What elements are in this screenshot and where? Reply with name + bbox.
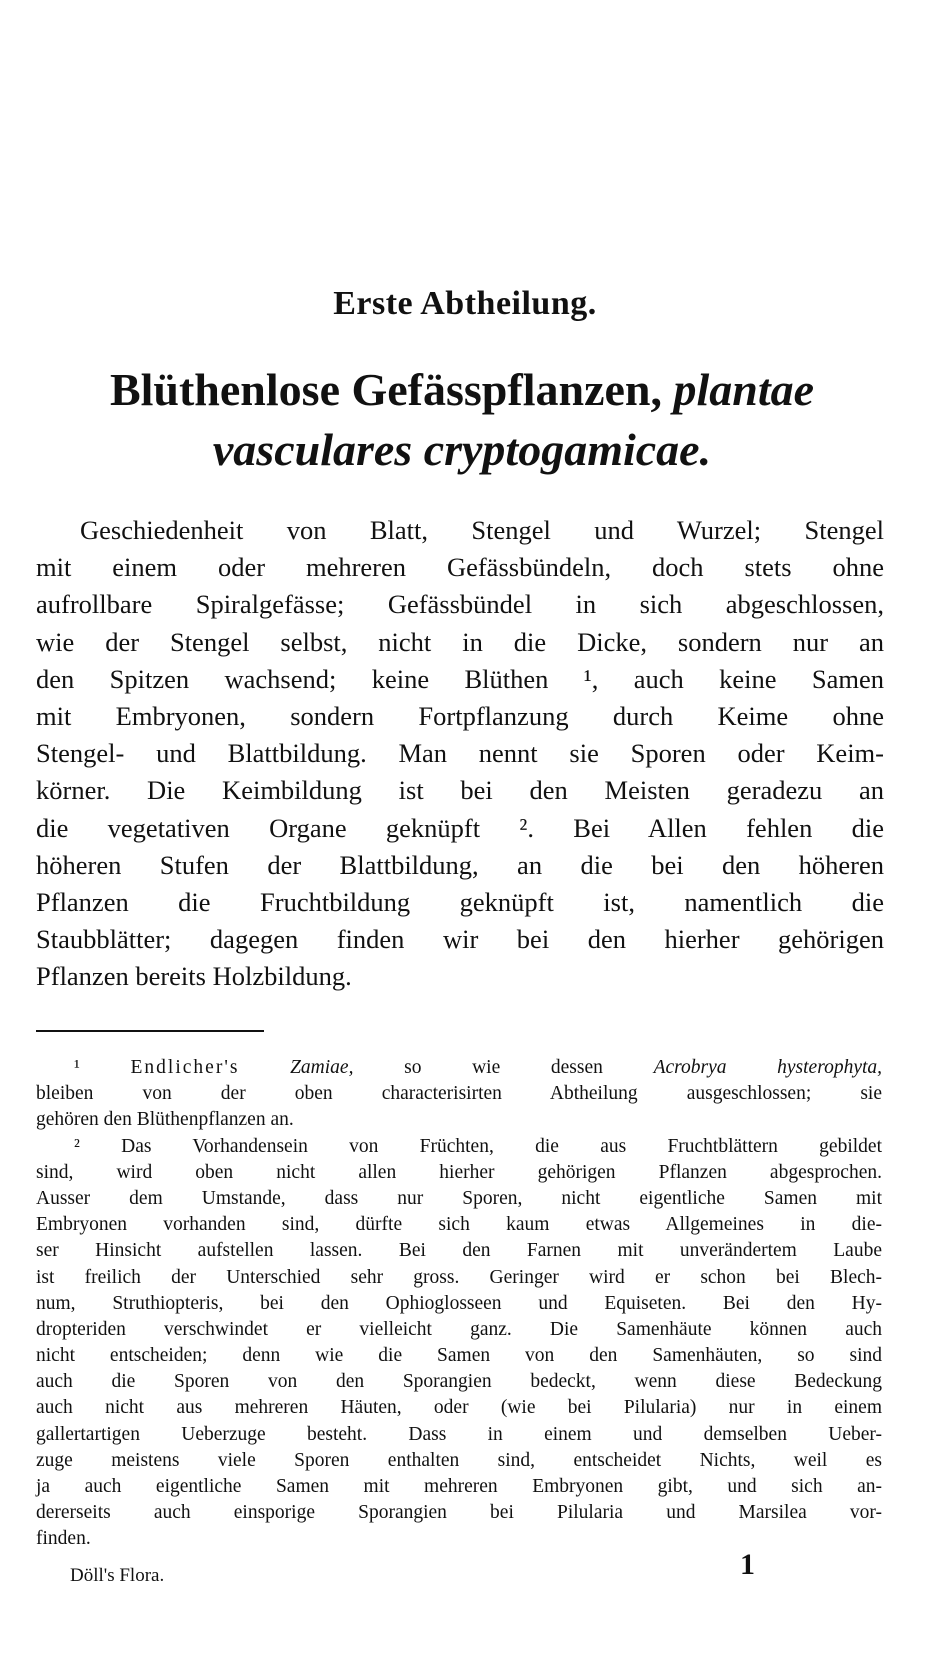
footnotes [36, 1055, 882, 1553]
footnote-1-marker: ¹ [74, 1057, 80, 1078]
paragraph-line: mit Embryonen, sondern Fortpflanzung durch Keime ohne [36, 700, 884, 731]
paragraph-line: körner. Die Keimbildung ist bei den Meisten geradezu an [36, 775, 884, 806]
footnote-1-term: Zamiae, [290, 1057, 354, 1078]
footnote-1-text: so wie dessen [404, 1057, 603, 1078]
paragraph-line: Stengel- und Blattbildung. Man nennt sie Sporen oder Keim- [36, 738, 884, 769]
paragraph-line: Pflanzen die Fruchtbildung geknüpft ist, namentlich die [36, 886, 884, 917]
footnote-2-line: ser Hinsicht aufstellen lassen. Bei den Farnen mit unverändertem Laube [36, 1240, 882, 1262]
footnote-2-line: nicht entscheiden; denn wie die Samen von den Samenhäuten, so sind [36, 1345, 882, 1367]
sheet-number: 1 [740, 1548, 755, 1581]
footnote-1-term: Acrobrya hysterophyta, [653, 1057, 883, 1078]
footnote-1-line: gehören den Blüthenpflanzen an. [36, 1109, 294, 1131]
footnote-1-author: Endlicher's [130, 1057, 240, 1078]
title-german: Blüthenlose Gefässpflanzen, [109, 364, 662, 415]
title-latin-part1: plantae [673, 364, 815, 415]
footnote-1-line [36, 1055, 882, 1081]
paragraph-line: aufrollbare Spiralgefässe; Gefässbündel in sich abgeschlossen, [36, 589, 884, 620]
paragraph-line: wie der Stengel selbst, nicht in die Dicke, sondern nur an [36, 626, 884, 657]
paragraph-line: Geschiedenheit von Blatt, Stengel und Wurzel; Stengel [80, 515, 884, 545]
section-heading: Erste Abtheilung. [333, 285, 597, 322]
paragraph-line: höheren Stufen der Blattbildung, an die bei den höheren [36, 849, 884, 880]
footnote-1-line: bleiben von der oben characterisirten Abtheilung ausgeschlossen; sie [36, 1083, 882, 1105]
printer-signature: Döll's Flora. [70, 1565, 165, 1586]
paragraph-line: Staubblätter; dagegen finden wir bei den hierher gehörigen [36, 924, 884, 955]
main-paragraph [36, 512, 884, 995]
paragraph-line: Pflanzen bereits Holzbildung. [36, 961, 352, 992]
footnote-2-line: finden. [36, 1528, 91, 1550]
footnote-2-line: ² Das Vorhandensein von Früchten, die aus Fruchtblättern gebildet [74, 1135, 882, 1157]
footnote-2-line: dropteriden verschwindet er vielleicht ganz. Die Samenhäute können auch [36, 1318, 882, 1340]
footnote-2-line: ist freilich der Unterschied sehr gross. Geringer wird er schon bei Blech- [36, 1266, 882, 1288]
paragraph-line: mit einem oder mehreren Gefässbündeln, doch stets ohne [36, 552, 884, 583]
footnote-2-line: Embryonen vorhanden sind, dürfte sich kaum etwas Allgemeines in die- [36, 1214, 882, 1236]
title-latin-part2: vasculares cryptogamicae. [212, 424, 712, 475]
footnote-2-line: ja auch eigentliche Samen mit mehreren Embryonen gibt, und sich an- [36, 1476, 882, 1497]
footnote-2-line: gallertartigen Ueberzuge besteht. Dass in einem und demselben Ueber- [36, 1423, 882, 1445]
footnote-2-line: Ausser dem Umstande, dass nur Sporen, nicht eigentliche Samen mit [36, 1187, 882, 1209]
footnote-2-line: dererseits auch einsporige Sporangien bei Pilularia und Marsilea vor- [36, 1502, 882, 1524]
footnote-2-line: auch die Sporen von den Sporangien bedeckt, wenn diese Bedeckung [36, 1371, 882, 1393]
paragraph-line: den Spitzen wachsend; keine Blüthen ¹, auch keine Samen [36, 663, 884, 694]
footnote-2-line: zuge meistens viele Sporen enthalten sind, entscheidet Nichts, weil es [36, 1449, 882, 1471]
footnote-2-line: sind, wird oben nicht allen hierher gehörigen Pflanzen abgesprochen. [36, 1161, 882, 1183]
paragraph-line: die vegetativen Organe geknüpft ². Bei Allen fehlen die [36, 812, 884, 843]
footnote-separator [36, 1030, 264, 1032]
footnote-2-line: num, Struthiopteris, bei den Ophioglosseen und Equiseten. Bei den Hy- [36, 1292, 882, 1314]
footnote-2-line: auch nicht aus mehreren Häuten, oder (wie bei Pilularia) nur in einem [36, 1397, 882, 1419]
chapter-title [32, 360, 892, 480]
